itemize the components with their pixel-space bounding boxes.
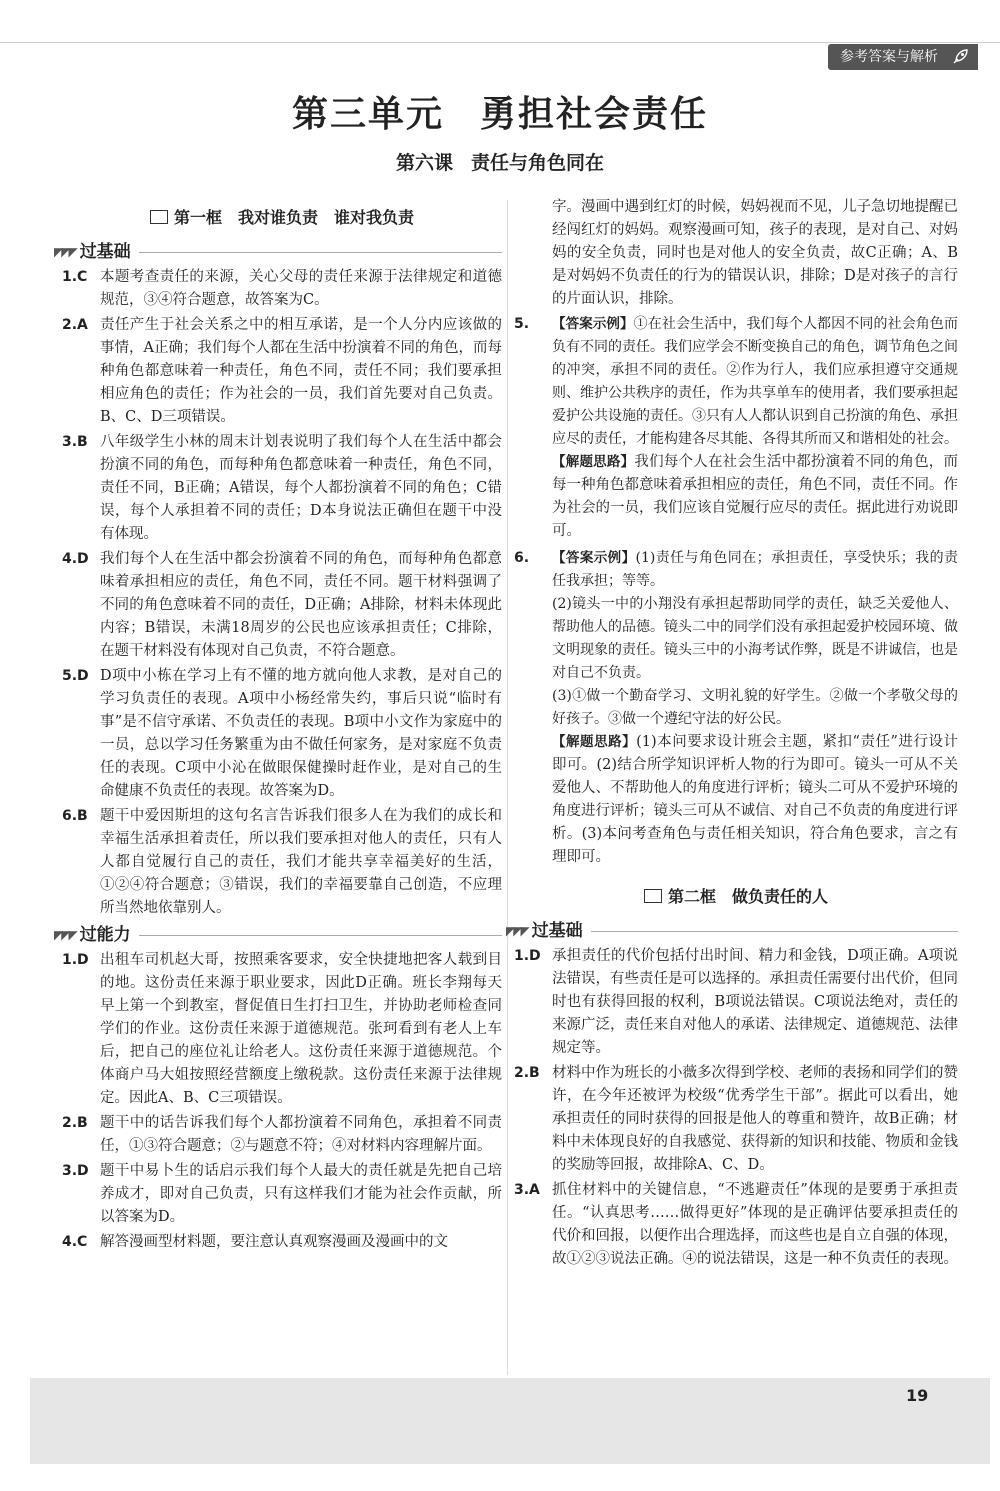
answer-item-q5: 5. 【答案示例】①在社会生活中，我们每个人都因不同的社会角色而负有不同的责任。我们应学会不断变换自己的角色，调节角色之间的冲突，承担不同的责任。②作为行人，我们应承担遵守交通规则、维护公共秩序的责任，作为共享单车的使用者，我们要承担起爱护公共设施的责任。③只有人人都认识到自己扮演的角色、承担应尽的责任，才能构建各尽其能、各得其所而又和谐相处的社会。 【解题思路】我们每个人在社会生活中都扮演着不同的角色，而每一种角色都意味着承担相应的责任，角色不同，责任不同。作为社会的一员，我们应该自觉履行应尽的责任。据此进行劝说即可。	[514, 316, 959, 539]
section-mark-icon: ◤◤◤	[54, 245, 76, 259]
unit-title: 第三单元 勇担社会责任	[291, 94, 709, 135]
answer-number: 4.D	[62, 551, 89, 567]
page-number: 19	[906, 1386, 929, 1405]
section-mark-icon: ◤◤◤	[506, 924, 528, 938]
rocket-icon	[950, 47, 970, 67]
answer-number: 2.A	[62, 317, 88, 333]
answer-item	[62, 431, 502, 546]
answer-text: 八年级学生小林的周末计划表说明了我们每个人在生活中都会扮演不同的角色，而每种角色都意味着一种责任，角色不同，责任不同，B正确；A错误，每个人都扮演着不同的角色；C错误，每个人承担着不同的责任；D本身说法正确但在题干中没有体现。	[100, 434, 502, 542]
answer-text: 题干中爱因斯坦的这句名言告诉我们很多人在为我们的成长和幸福生活承担着责任，所以我们要承担对他人的责任，只有人人都自觉履行自己的责任，我们才能共享幸福美好的生活，①②④符合题意；③错误，我们的幸福要靠自己创造，不应理所当然地依靠别人。	[100, 808, 502, 916]
answer-number: 2.B	[62, 1115, 88, 1131]
answer-text: 出租车司机赵大哥，按照乘客要求，安全快捷地把客人载到目的地。这份责任来源于职业要求，因此D正确。班长李翔每天早上第一个到教室，督促值日生打扫卫生，并协助老师检查同学们的作业。这份责任来源于道德规范。张珂看到有老人上车后，把自己的座位礼让给老人。这份责任来源于道德规范。个体商户马大姐按照经营额度上缴税款。这份责任来源于法律规定。因此A、B、C三项错误。	[100, 952, 502, 1106]
right-column	[506, 196, 959, 1273]
answer-item	[62, 1231, 502, 1254]
frame1-heading: 第一框 我对谁负责 谁对我负责	[62, 206, 502, 229]
answer-item	[62, 1112, 502, 1158]
answer-text: 抓住材料中的关键信息，“不逃避责任”体现的是要勇于承担责任。“认真思考……做得更好”体现的是正确评估要承担责任的代价和回报，以便作出合理选择，而这些也是自立自强的体现，故①②③说法正确。④的说法错误，这是一种不负责任的表现。	[552, 1182, 958, 1267]
answer-number: 3.B	[62, 434, 88, 450]
answer-text: 责任产生于社会关系之中的相互承诺，是一个人分内应该做的事情，A正确；我们每个人都在生活中扮演着不同的角色，而每种角色都意味着一种责任，角色不同，责任不同；我们要承担相应角色的责任；作为社会的一员，我们首先要对自己负责。B、C、D三项错误。	[100, 317, 502, 425]
answer-item	[62, 805, 502, 920]
answer-item-q6: 6. 【答案示例】(1)责任与角色同在；承担责任，享受快乐；我的责任我承担；等等。 (2)镜头一中的小翔没有承担起帮助同学的责任，缺乏关爱他人、帮助他人的品德。镜头二中的同学们没有承担起爱护校园环境、做文明现象的责任。镜头三中的小海考试作弊，既是不讲诚信，也是对自己不负责。 (3)①做一个勤奋学习、文明礼貌的好学生。②做一个孝敬父母的好孩子。③做一个遵纪守法的好公民。 【解题思路】(1)本问要求设计班会主题，紧扣“责任”进行设计即可。(2)结合所学知识评析人物的行为即可。镜头一可从不关爱他人、不帮助他人的角度进行评析；镜头二可从不爱护环境的角度进行评析；镜头三可从不诚信、对自己不负责的角度进行评析。(3)本问考查角色与责任相关知识，符合角色要求，言之有理即可。	[514, 550, 958, 865]
answer-item	[62, 314, 502, 429]
answer-number: 6.B	[62, 808, 88, 824]
answer-number: 2.B	[514, 1065, 540, 1081]
answer-text: 我们每个人在生活中都会扮演着不同的角色，而每种角色都意味着承担相应的责任，角色不同，责任不同。题干材料强调了不同的角色意味着不同的责任，D正确；A排除，材料未体现此内容；B错误，未满18周岁的公民也应该承担责任；C排除，在题干材料没有体现对自己负责，不符合题意。	[100, 551, 502, 659]
column-divider	[507, 200, 508, 1375]
answer-number: 3.D	[62, 1163, 89, 1179]
answer-text: 本题考查责任的来源，关心父母的责任来源于法律规定和道德规范，③④符合题意，故答案为C。	[100, 269, 502, 308]
footer-band	[30, 1378, 990, 1464]
answer-number: 1.D	[514, 948, 541, 964]
answer-item	[62, 665, 502, 803]
answer-item	[514, 945, 958, 1060]
q4-continuation: 字。漫画中遇到红灯的时候，妈妈视而不见，儿子急切地提醒已经闯红灯的妈妈。观察漫画可知，孩子的表现，是对自己、对妈妈的安全负责，同时也是对他人的安全负责，故C正确；A、B是对妈妈不负责任的行为的错误认识，排除；D是对孩子的言行的片面认识，排除。	[552, 199, 958, 307]
answer-item	[62, 266, 502, 312]
header-rule	[0, 42, 1000, 43]
frame2-heading: 第二框 做负责任的人	[514, 885, 958, 908]
answer-text: 材料中作为班长的小薇多次得到学校、老师的表扬和同学们的赞许，在今年还被评为校级“优秀学生干部”。据此可以看出，她承担责任的同时获得的回报是他人的尊重和赞许，故B正确；材料中未体现良好的自我感觉、获得新的知识和技能、物质和金钱的奖励等回报，故排除A、C、D。	[552, 1065, 958, 1173]
answer-number: 4.C	[62, 1234, 88, 1250]
answer-text: D项中小栋在学习上有不懂的地方就向他人求教，是对自己的学习负责任的表现。A项中小杨经常失约，事后只说“临时有事”是不信守承诺、不负责任的表现。B项中小文作为家庭中的一员，总以学习任务繁重为由不做任何家务，是对家庭不负责任的表现。C项中小沁在做眼保健操时赶作业，是对自己的生命健康不负责任的表现。故答案为D。	[100, 668, 502, 799]
answer-text: 承担责任的代价包括付出时间、精力和金钱，D项正确。A项说法错误，有些责任是可以选择的。承担责任需要付出代价，但同时也有获得回报的权利，B项说法错误。C项说法绝对，责任的来源广泛，责任来自对他人的承诺、法律规定、道德规范、法律规定等。	[552, 948, 958, 1056]
frame-box-icon	[150, 210, 168, 224]
frame-box-icon	[644, 889, 662, 903]
answer-text: 解答漫画型材料题，要注意认真观察漫画及漫画中的文	[100, 1234, 448, 1250]
section-basic-2: ◤◤◤ 过基础	[506, 920, 958, 943]
answer-text: 题干中的话告诉我们每个人都扮演着不同角色，承担着不同责任，①③符合题意；②与题意不符；④对材料内容理解片面。	[100, 1115, 502, 1154]
answer-number: 5.D	[62, 668, 89, 684]
answer-item	[62, 548, 502, 663]
answer-item	[62, 1160, 502, 1229]
answer-item	[514, 1062, 958, 1177]
answer-item	[514, 1179, 958, 1271]
lesson-title: 第六课 责任与角色同在	[395, 152, 605, 174]
answer-number: 3.A	[514, 1182, 540, 1198]
answer-number: 1.D	[62, 952, 89, 968]
section-mark-icon: ◤◤◤	[54, 928, 76, 942]
answer-text: 题干中易卜生的话启示我们每个人最大的责任就是先把自己培养成才，即对自己负责，只有这样我们才能为社会作贡献，所以答案为D。	[100, 1163, 502, 1225]
section-ability: ◤◤◤ 过能力	[54, 924, 502, 947]
header-tag: 参考答案与解析	[828, 44, 978, 70]
answer-number: 1.C	[62, 269, 88, 285]
left-column	[54, 200, 502, 1256]
section-basic: ◤◤◤ 过基础	[54, 241, 502, 264]
answer-item	[62, 949, 502, 1110]
